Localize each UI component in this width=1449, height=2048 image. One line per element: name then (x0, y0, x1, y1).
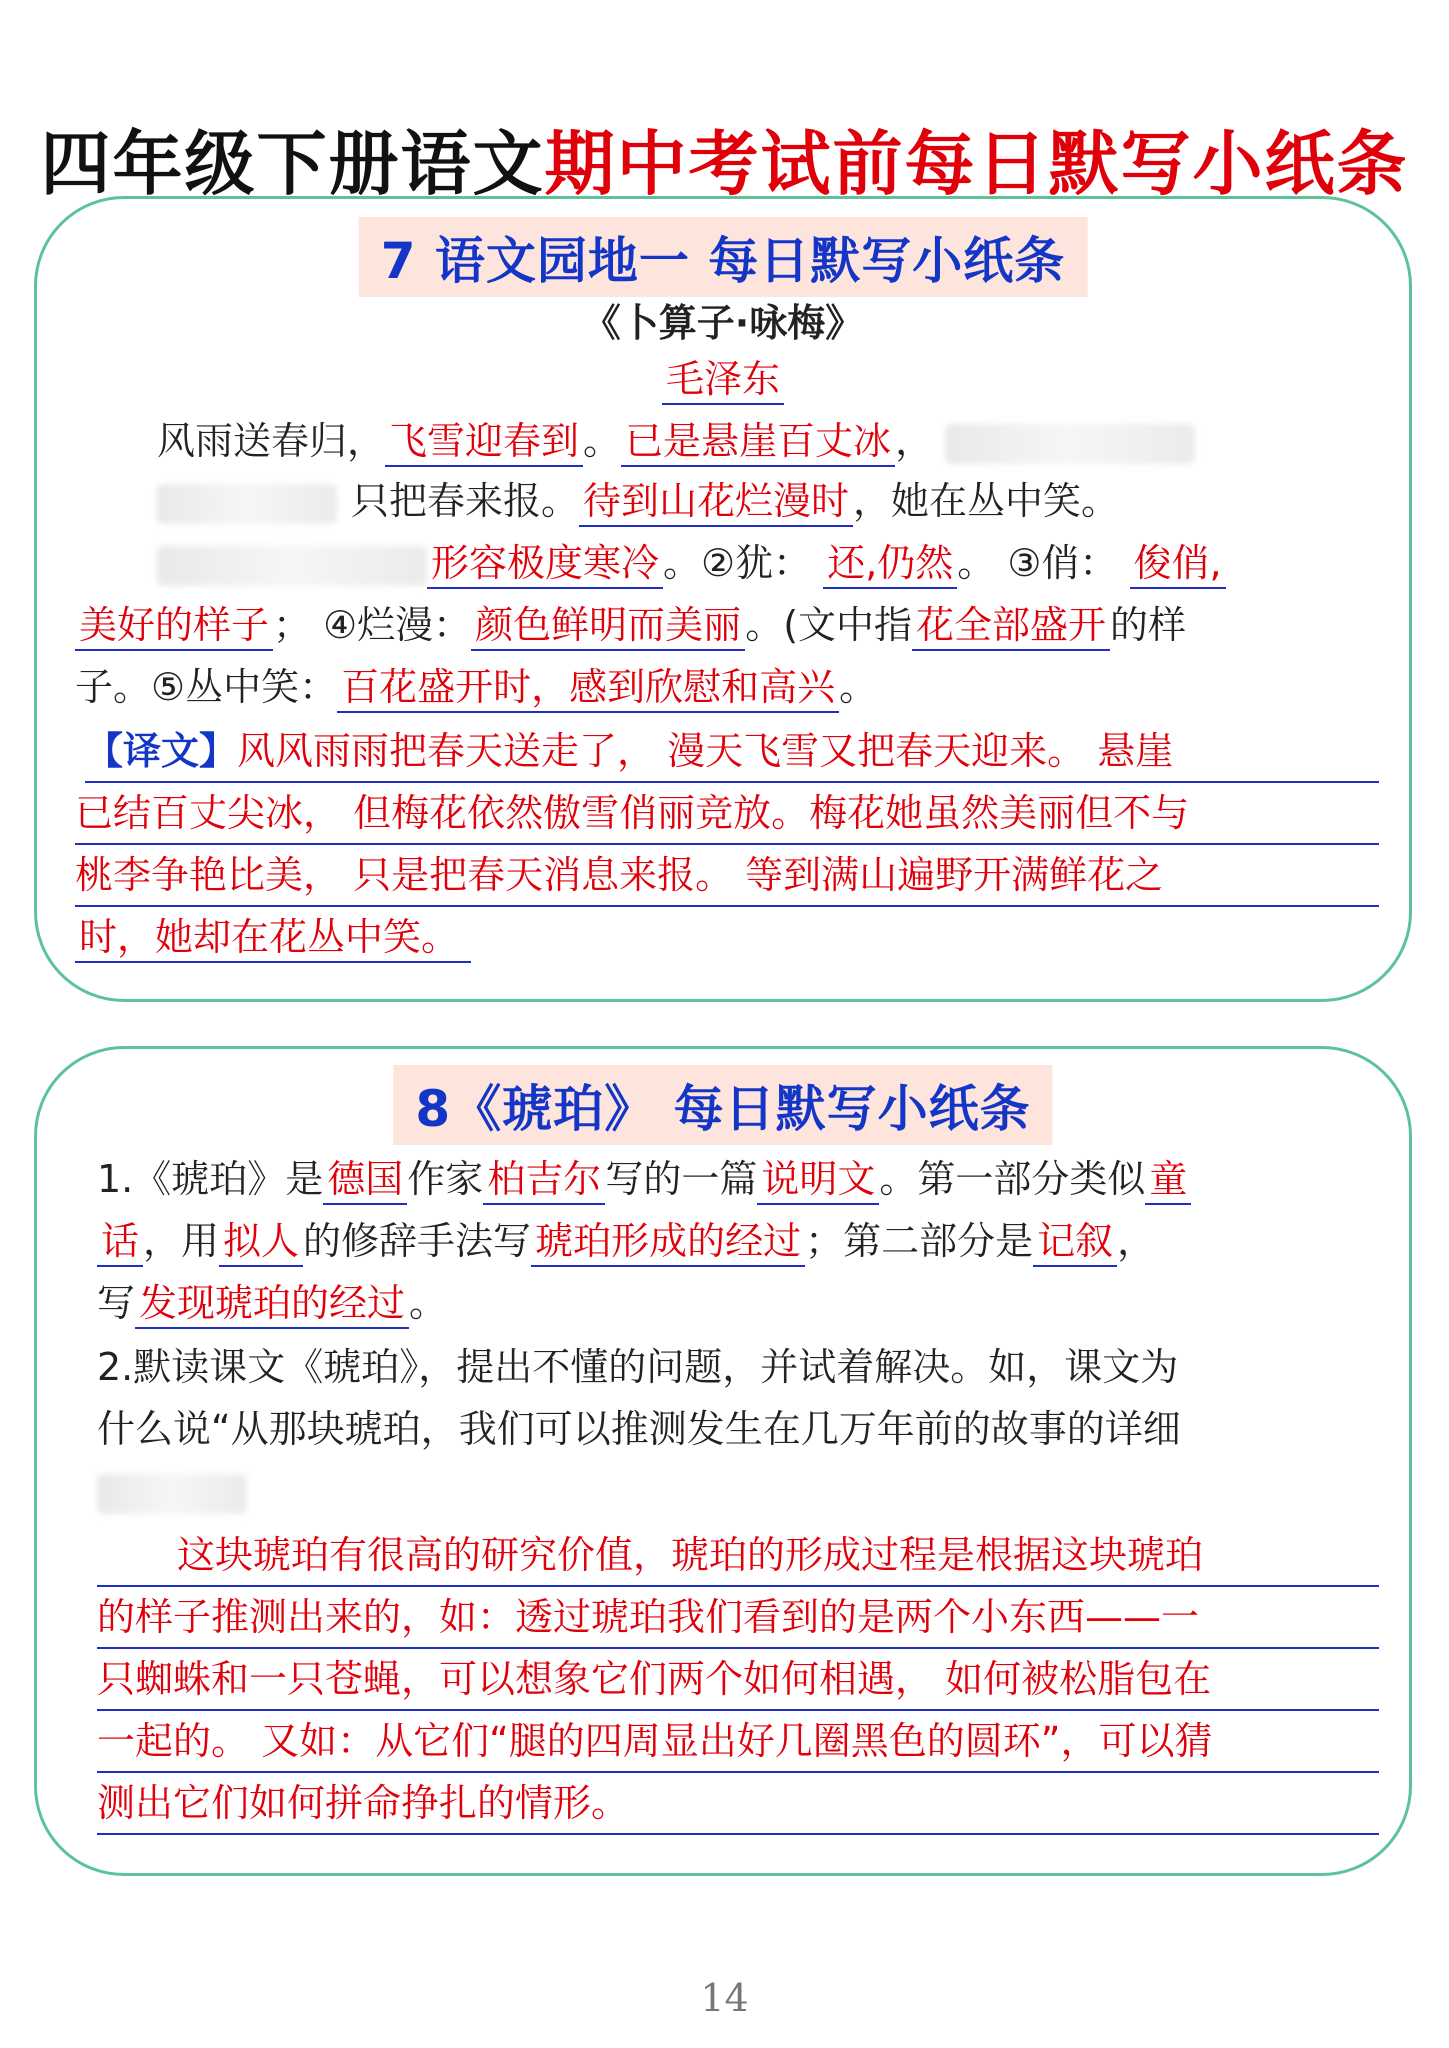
q1-text: 写的一篇 (605, 1157, 758, 1201)
q1-text: 1.《琥珀》是 (97, 1157, 324, 1201)
q1-text: 。第一部分类似 (879, 1157, 1146, 1201)
q1-answer: 拟人 (219, 1219, 303, 1267)
redacted-region (945, 424, 1195, 464)
poem-text: ， (895, 419, 934, 463)
translation-text-4: 时，她却在花丛中笑。 (75, 915, 471, 963)
note-answer: 花全部盛开 (912, 603, 1110, 651)
answer-text-3: 只蜘蛛和一只苍蝇，可以想象它们两个如何相遇， 如何被松脂包在 (97, 1649, 1379, 1711)
translation-text-1: 风风雨雨把春天送走了， 漫天飞雪又把春天迎来。 悬崖 (237, 729, 1174, 773)
q1-text: ；第二部分是 (805, 1219, 1034, 1263)
note-answer: 俊俏, (1130, 541, 1226, 589)
poem-text: ，她在丛中笑。 (853, 479, 1120, 523)
redacted-region (97, 1474, 247, 1514)
card-lesson-8 (34, 1046, 1412, 1876)
q1-answer: 童 (1145, 1157, 1191, 1205)
poem-text: 。 (583, 419, 622, 463)
note-answer: 形容极度寒冷 (427, 541, 663, 589)
note-text: 。(文中指 (745, 603, 913, 647)
answer-text-4: 一起的。 又如：从它们“腿的四周显出好几圈黑色的圆环”，可以猜 (97, 1711, 1379, 1773)
card-lesson-7 (34, 196, 1412, 1002)
note-line-2 (75, 595, 1379, 655)
note-text: 的样 (1110, 603, 1187, 647)
answer-line-2 (97, 1587, 1379, 1649)
poem-author: 毛泽东 (662, 357, 784, 405)
answer-line-5 (97, 1773, 1379, 1835)
translation-text (85, 721, 1379, 783)
q2-redacted-line (97, 1461, 1379, 1521)
q1-answer: 话 (97, 1219, 143, 1267)
poem-text: 只把春来报。 (351, 479, 580, 523)
q1-text: 写 (97, 1281, 136, 1325)
q1-line-1 (97, 1149, 1379, 1209)
q1-answer: 说明文 (757, 1157, 879, 1205)
redacted-region (157, 484, 337, 524)
note-answer: 美好的样子 (75, 603, 273, 651)
answer-line-1 (97, 1525, 1379, 1587)
note-text: 。 (839, 665, 878, 709)
q1-answer: 琥珀形成的经过 (531, 1219, 805, 1267)
answer-text-5: 测出它们如何拼命挣扎的情形。 (97, 1773, 1379, 1835)
note-line-3 (75, 657, 1379, 717)
q1-answer: 记叙 (1033, 1219, 1117, 1267)
translation-line-3 (75, 845, 1379, 907)
q1-text: 。 (409, 1281, 448, 1325)
answer-line-3 (97, 1649, 1379, 1711)
q1-text: ， (1117, 1219, 1156, 1263)
note-line-1 (157, 533, 1379, 593)
poem-author-line (37, 349, 1409, 409)
page-title-topic: 期中考试前每日默写小纸条 (544, 123, 1409, 205)
q1-answer: 柏吉尔 (483, 1157, 605, 1205)
translation-line-1 (85, 721, 1379, 783)
page-title-grade: 四年级下册语文 (40, 123, 545, 205)
translation-line-2 (75, 783, 1379, 845)
note-answer: 颜色鲜明而美丽 (471, 603, 745, 651)
poem-text: 风雨送春归， (157, 419, 386, 463)
poem-title: 《卜算子·咏梅》 (582, 301, 864, 345)
note-text: ； ④烂漫： (273, 603, 472, 647)
answer-text-1: 这块琥珀有很高的研究价值，琥珀的形成过程是根据这块琥珀 (97, 1525, 1379, 1587)
poem-line-2 (157, 471, 1379, 531)
card-8-heading: 8《琥珀》 每日默写小纸条 (393, 1065, 1052, 1145)
poem-answer: 已是悬崖百丈冰 (621, 419, 895, 467)
note-text: 。②犹： (663, 541, 812, 585)
poem-answer: 飞雪迎春到 (385, 419, 583, 467)
q1-line-2 (97, 1211, 1379, 1271)
page-number: 14 (700, 1976, 749, 2020)
note-text: 。 ③俏： (957, 541, 1118, 585)
translation-text-3: 桃李争艳比美， 只是把春天消息来报。 等到满山遍野开满鲜花之 (75, 845, 1379, 907)
note-text: 子。⑤丛中笑： (75, 665, 338, 709)
poem-answer: 待到山花烂漫时 (579, 479, 853, 527)
answer-text-2: 的样子推测出来的，如：透过琥珀我们看到的是两个小东西——一 (97, 1587, 1379, 1649)
q2-line-1: 2.默读课文《琥珀》，提出不懂的问题，并试着解决。如，课文为 (97, 1345, 1179, 1389)
translation-label: 【译文】 (85, 729, 238, 773)
q2-line-2: 什么说“从那块琥珀，我们可以推测发生在几万年前的故事的详细 (97, 1407, 1181, 1451)
translation-text-2: 已结百丈尖冰， 但梅花依然傲雪俏丽竞放。梅花她虽然美丽但不与 (75, 783, 1379, 845)
q1-text: 作家 (407, 1157, 484, 1201)
translation-line-4 (75, 907, 1379, 967)
note-answer: 百花盛开时，感到欣慰和高兴 (337, 665, 839, 713)
q1-line-3 (97, 1273, 1379, 1333)
q1-text: ，用 (143, 1219, 220, 1263)
card-7-heading: 7 语文园地一 每日默写小纸条 (359, 217, 1088, 297)
q1-answer: 发现琥珀的经过 (135, 1281, 409, 1329)
answer-line-4 (97, 1711, 1379, 1773)
q1-text: 的修辞手法写 (303, 1219, 532, 1263)
note-answer: 还,仍然 (823, 541, 957, 589)
q1-answer: 德国 (323, 1157, 407, 1205)
page-title (0, 108, 1449, 209)
poem-line-1 (157, 411, 1379, 471)
redacted-region (157, 546, 427, 586)
